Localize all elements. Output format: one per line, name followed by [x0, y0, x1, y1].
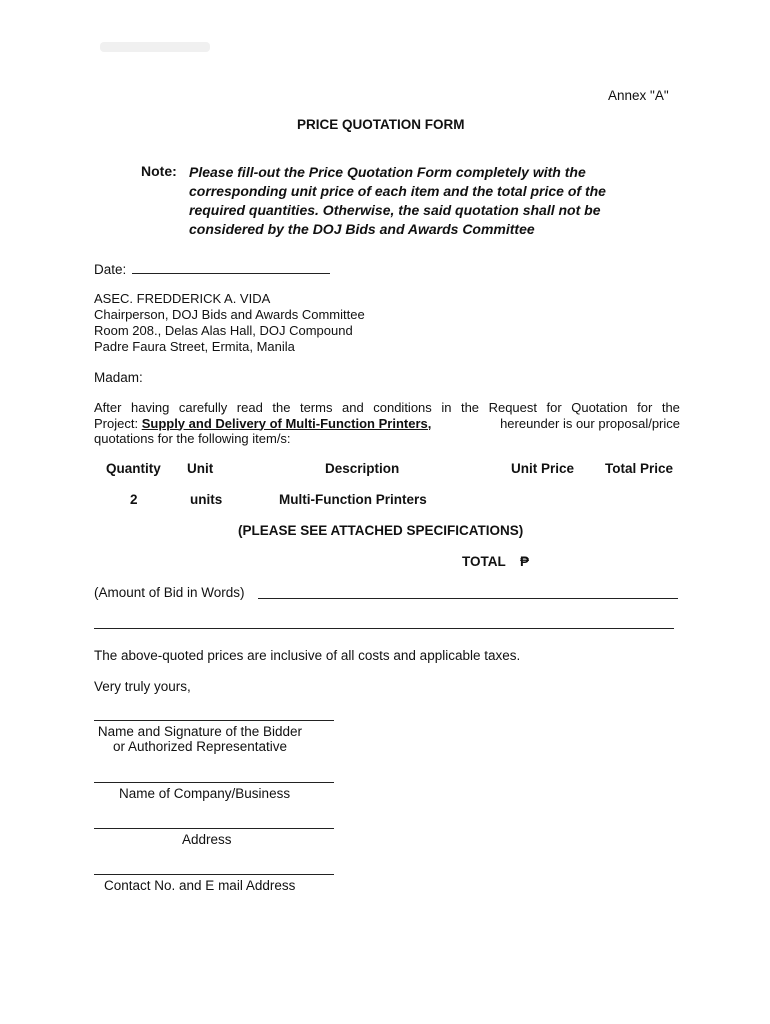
- contact-caption: Contact No. and E mail Address: [104, 878, 296, 893]
- amount-words-label: (Amount of Bid in Words): [94, 585, 245, 600]
- row-unit: units: [190, 492, 223, 507]
- paragraph-line-1: [94, 400, 680, 416]
- word: read: [236, 400, 263, 415]
- word: and: [342, 400, 364, 415]
- intro-paragraph: [94, 400, 680, 447]
- recipient-street: Padre Faura Street, Ermita, Manila: [94, 339, 295, 354]
- closing: Very truly yours,: [94, 679, 191, 694]
- project-name: Supply and Delivery of Multi-Function Printers,: [141, 415, 432, 431]
- note-text: [189, 163, 669, 239]
- signature-line[interactable]: [94, 720, 334, 721]
- recipient-name: ASEC. FREDDERICK A. VIDA: [94, 291, 271, 306]
- signature-caption-line-1: Name and Signature of the Bidder: [97, 724, 303, 739]
- note-line: considered by the DOJ Bids and Awards Committee: [189, 221, 535, 237]
- annex-label: Annex "A": [608, 88, 669, 103]
- scan-artifact: [100, 42, 210, 52]
- row-quantity: 2: [130, 492, 138, 507]
- amount-words-line-1[interactable]: [258, 598, 678, 599]
- company-caption: Name of Company/Business: [119, 786, 291, 801]
- word: the: [460, 400, 480, 415]
- date-field-line[interactable]: [132, 273, 330, 274]
- word: the: [272, 400, 291, 415]
- amount-words-line-2[interactable]: [94, 628, 674, 629]
- company-line[interactable]: [94, 782, 334, 783]
- header-total-price: Total Price: [605, 461, 674, 476]
- salutation: Madam:: [94, 370, 143, 385]
- word: conditions: [373, 400, 432, 415]
- paragraph-line-3: quotations for the following item/s:: [94, 431, 291, 446]
- date-label: Date:: [94, 262, 127, 277]
- recipient-position: Chairperson, DOJ Bids and Awards Committee: [94, 307, 365, 322]
- peso-sign: ₱: [520, 554, 530, 569]
- note-line: corresponding unit price of each item and the total price of the: [189, 183, 606, 199]
- total-label: TOTAL: [462, 554, 506, 569]
- recipient-address: [94, 291, 365, 355]
- contact-line[interactable]: [94, 874, 334, 875]
- word: terms: [299, 400, 333, 415]
- header-quantity: Quantity: [106, 461, 161, 476]
- note-label: Note:: [141, 163, 177, 179]
- header-unit-price: Unit Price: [511, 461, 575, 476]
- address-line[interactable]: [94, 828, 334, 829]
- word: for: [637, 400, 653, 415]
- address-caption: Address: [182, 832, 232, 847]
- paragraph-line-2: [94, 416, 680, 432]
- word: having: [131, 400, 170, 415]
- see-attached-note: (PLEASE SEE ATTACHED SPECIFICATIONS): [238, 523, 524, 538]
- recipient-room: Room 208., Delas Alas Hall, DOJ Compound: [94, 323, 353, 338]
- note-line: required quantities. Otherwise, the said quotation shall not be: [189, 202, 601, 218]
- project-prefix: Project:: [94, 415, 139, 431]
- word: the: [661, 400, 680, 415]
- header-unit: Unit: [187, 461, 214, 476]
- paragraph-line-2-suffix: hereunder is our proposal/price: [500, 415, 680, 431]
- signature-caption: [94, 724, 306, 754]
- word: Quotation: [571, 400, 628, 415]
- form-title: PRICE QUOTATION FORM: [297, 117, 465, 132]
- note-line: Please fill-out the Price Quotation Form completely with the: [189, 164, 586, 180]
- header-description: Description: [325, 461, 400, 476]
- inclusive-statement: The above-quoted prices are inclusive of all costs and applicable taxes.: [94, 648, 521, 663]
- word: for: [546, 400, 562, 415]
- word: After: [94, 400, 122, 415]
- word: Request: [488, 400, 537, 415]
- word: carefully: [178, 400, 228, 415]
- word: in: [441, 400, 452, 415]
- signature-caption-line-2: or Authorized Representative: [112, 739, 288, 754]
- row-description: Multi-Function Printers: [279, 492, 427, 507]
